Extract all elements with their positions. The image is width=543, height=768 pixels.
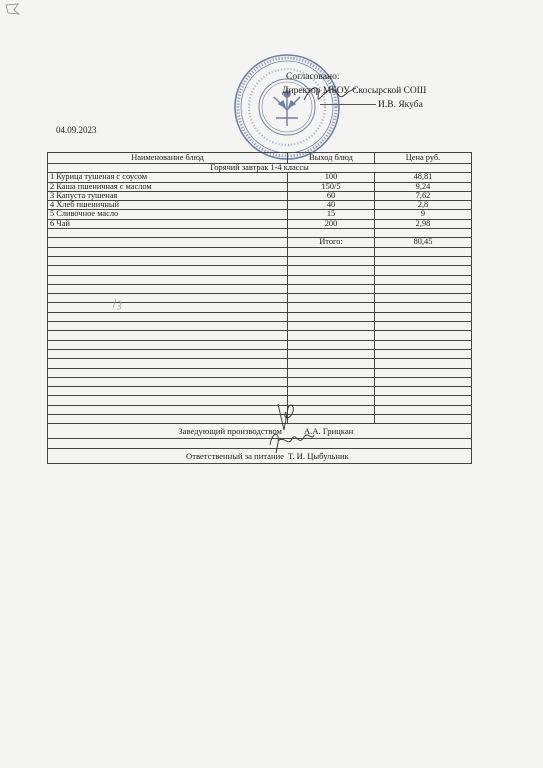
dish-price: 48,81 bbox=[375, 173, 472, 182]
empty-row bbox=[48, 387, 472, 396]
table-row bbox=[48, 219, 472, 228]
dish-yield: 200 bbox=[288, 219, 375, 228]
dish-price: 9 bbox=[375, 210, 472, 219]
dish-yield: 100 bbox=[288, 173, 375, 182]
empty-row bbox=[48, 331, 472, 340]
dish-price: 2,8 bbox=[375, 201, 472, 210]
director-name: И.В. Якуба bbox=[378, 100, 423, 110]
empty-row bbox=[48, 256, 472, 265]
signature-row-production bbox=[48, 424, 472, 439]
header-price: Цена руб. bbox=[375, 153, 472, 164]
empty-row bbox=[48, 415, 472, 424]
table-row bbox=[48, 182, 472, 191]
dish-yield: 150/5 bbox=[288, 182, 375, 191]
section-row bbox=[48, 164, 472, 173]
empty-row bbox=[48, 275, 472, 284]
empty-row bbox=[48, 247, 472, 256]
dish-name: 6 Чай bbox=[48, 219, 288, 228]
dish-yield: 60 bbox=[288, 191, 375, 200]
corner-fold-icon bbox=[4, 2, 22, 16]
header-yield: Выход блюд bbox=[288, 153, 375, 164]
empty-row bbox=[48, 405, 472, 414]
approval-title: Согласовано: bbox=[286, 72, 340, 82]
production-manager-label: Заведующий производством bbox=[178, 426, 282, 437]
section-title: Горячий завтрак 1-4 классы bbox=[48, 164, 472, 173]
pencil-mark-icon bbox=[110, 296, 126, 312]
empty-row bbox=[48, 312, 472, 321]
empty-row bbox=[48, 439, 472, 448]
empty-row bbox=[48, 284, 472, 293]
table-header-row bbox=[48, 153, 472, 164]
dish-yield: 40 bbox=[288, 201, 375, 210]
approval-position: Директор МБОУ Скосырской СОШ bbox=[282, 86, 427, 96]
table-row bbox=[48, 210, 472, 219]
dish-price: 9,24 bbox=[375, 182, 472, 191]
empty-row bbox=[48, 359, 472, 368]
total-label: Итого: bbox=[288, 238, 375, 247]
dish-name: 4 Хлеб пшеничный bbox=[48, 201, 288, 210]
director-signature-icon bbox=[300, 80, 360, 108]
signature-row-nutrition bbox=[48, 448, 472, 463]
empty-row bbox=[48, 349, 472, 358]
total-row bbox=[48, 238, 472, 247]
empty-row bbox=[48, 229, 472, 238]
document-date: 04.09.2023 bbox=[56, 125, 97, 135]
table-row bbox=[48, 173, 472, 182]
dish-price: 7,62 bbox=[375, 191, 472, 200]
dish-yield: 15 bbox=[288, 210, 375, 219]
empty-row bbox=[48, 340, 472, 349]
empty-row bbox=[48, 322, 472, 331]
production-manager-name: А.А. Грицкан bbox=[304, 426, 354, 437]
table-row bbox=[48, 191, 472, 200]
empty-row bbox=[48, 396, 472, 405]
total-value: 80,45 bbox=[375, 238, 472, 247]
nutrition-officer-label: Ответственный за питание bbox=[186, 450, 284, 461]
dish-name: 1 Курица тушеная с соусом bbox=[48, 173, 288, 182]
nutrition-officer-name: Т. И. Цыбульник bbox=[288, 450, 349, 461]
empty-row bbox=[48, 368, 472, 377]
empty-row bbox=[48, 266, 472, 275]
dish-name: 5 Сливочное масло bbox=[48, 210, 288, 219]
dish-name: 3 Капуста тушеная bbox=[48, 191, 288, 200]
nutrition-signature-icon bbox=[266, 427, 318, 455]
empty-row bbox=[48, 377, 472, 386]
table-row bbox=[48, 201, 472, 210]
dish-price: 2,98 bbox=[375, 219, 472, 228]
dish-name: 2 Каша пшеничная с маслом bbox=[48, 182, 288, 191]
header-dish-name: Наименование блюд bbox=[48, 153, 288, 164]
